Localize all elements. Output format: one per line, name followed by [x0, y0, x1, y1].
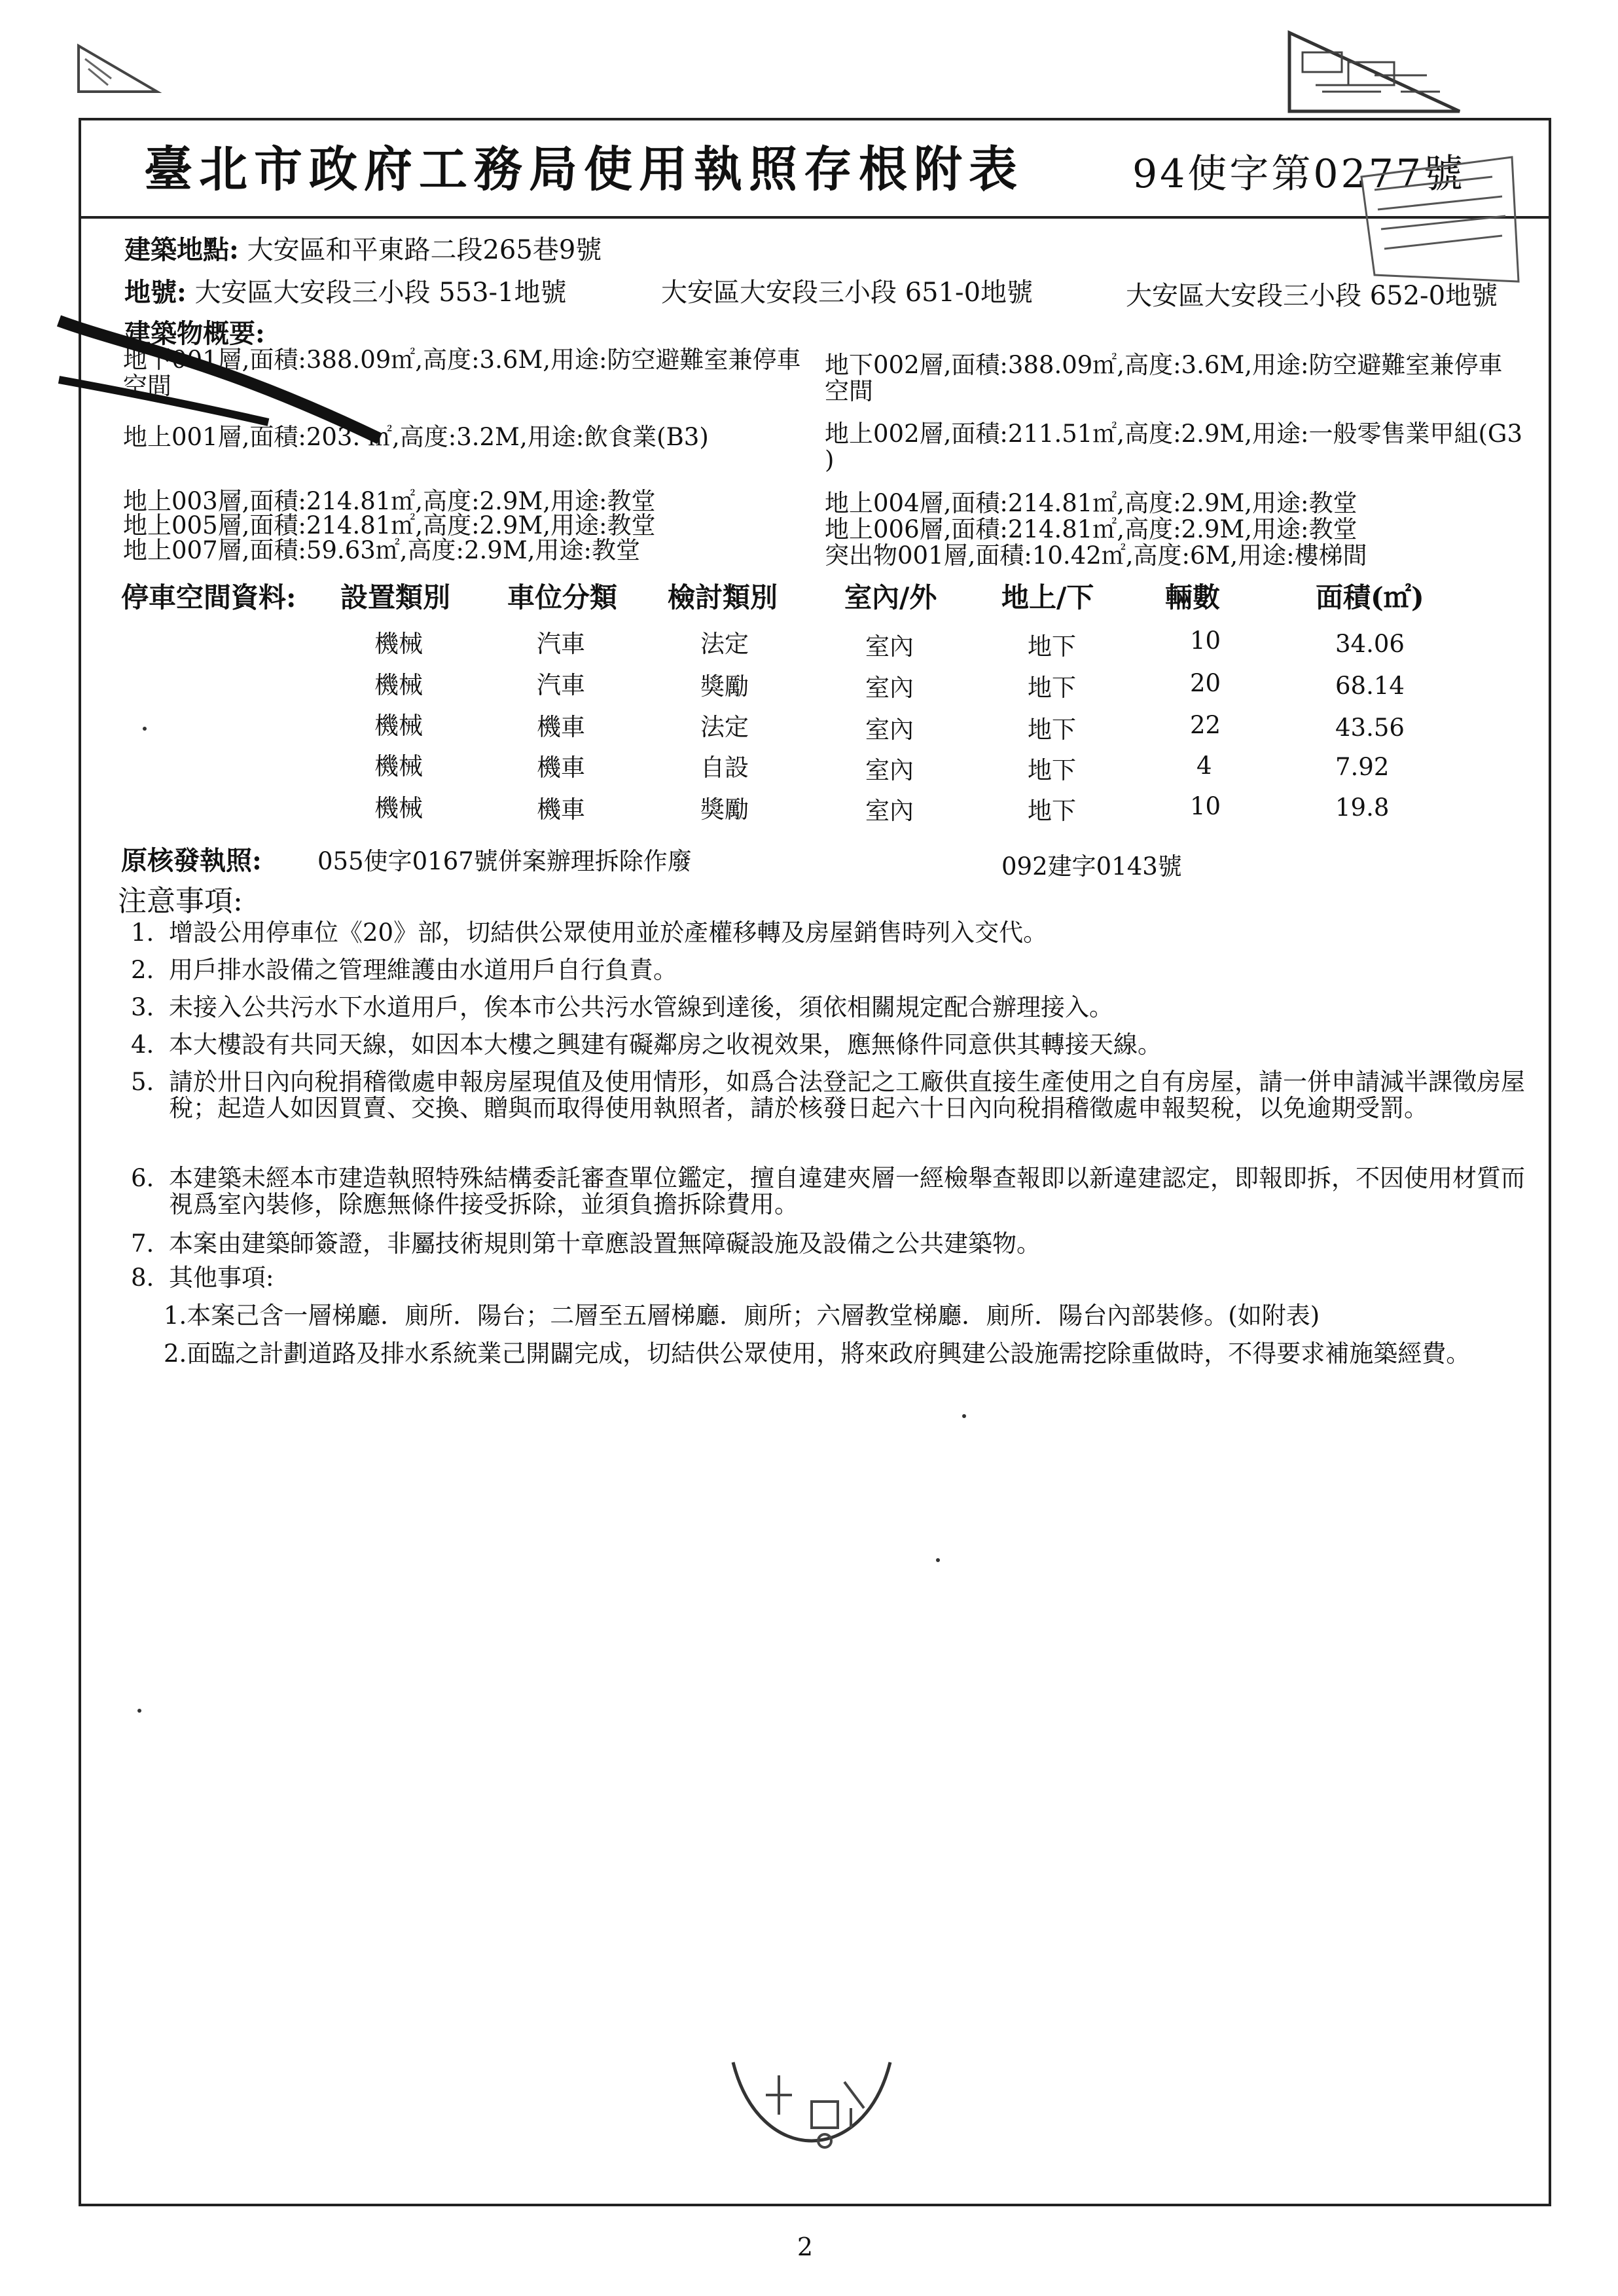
note-item-7: 7. 本案由建築師簽證，非屬技術規則第十章應設置無障礙設施及設備之公共建築物。 [131, 1230, 1041, 1258]
parking-cell: 汽車 [537, 630, 585, 658]
parking-header-review: 檢討類別 [668, 581, 778, 613]
title-divider [79, 216, 1551, 219]
parking-label: 停車空間資料: [121, 581, 297, 613]
parking-cell: 地下 [1028, 716, 1076, 744]
note-item-5: 5. 請於卅日內向稅捐稽徵處申報房屋現值及使用情形，如爲合法登記之工廠供直接生產使用之自有房屋，請一併申請減半課徵房屋稅；起造人如因買賣、交換、贈與而取得使用執照者，請於核發日起六十日內向稅捐稽徵處申報契稅，以免逾期受罰。 [131, 1068, 1525, 1122]
parking-cell: 43.56 [1335, 714, 1405, 742]
note-item-8: 8. 其他事項: [131, 1264, 274, 1292]
parking-cell: 獎勵 [700, 672, 749, 701]
parking-cell: 室內 [865, 797, 914, 825]
parking-header-setup: 設置類別 [340, 581, 451, 613]
parking-cell: 機械 [374, 671, 423, 699]
lot-value-1: 大安區大安段三小段 553-1地號 [194, 278, 567, 308]
parking-cell: 機車 [537, 713, 585, 741]
parking-cell: 地下 [1028, 674, 1076, 702]
parking-header-level: 地上/下 [1001, 581, 1094, 613]
scan-speck [143, 727, 147, 731]
note-sub-item-1: 1.本案己含一層梯廳．廁所．陽台；二層至五層梯廳．廁所；六層教堂梯廳．廁所．陽台內部裝修。(如附表) [164, 1302, 1320, 1330]
page-number: 2 [797, 2232, 814, 2261]
parking-header-indoor: 室內/外 [844, 581, 937, 613]
notes-label: 注意事項: [118, 884, 243, 918]
parking-cell: 10 [1190, 627, 1221, 655]
note-item-4: 4. 本大樓設有共同天線，如因本大樓之興建有礙鄰房之收視效果，應無條件同意供其轉接天線。 [131, 1030, 1162, 1059]
note-item-1: 1. 增設公用停車位《20》部，切結供公眾使用並於產權移轉及房屋銷售時列入交代。 [131, 919, 1048, 947]
lot-value-3: 大安區大安段三小段 652-0地號 [1126, 281, 1498, 311]
location-label: 建築地點: [124, 234, 239, 265]
parking-cell: 4 [1196, 752, 1212, 780]
scan-speck [137, 1709, 141, 1713]
lot-label: 地號: [124, 277, 187, 308]
parking-cell: 機械 [374, 752, 423, 780]
parking-cell: 獎勵 [700, 795, 749, 824]
note-item-6: 6. 本建築未經本市建造執照特殊結構委託審查單位鑑定，擅自違建夾層一經檢舉查報即以新違建認定，即報即拆，不因使用材質而視爲室內裝修，除應無條件接受拆除，並須負擔拆除費用。 [131, 1164, 1525, 1218]
original-permit-value-1: 055使字0167號併案辦理拆除作廢 [317, 847, 692, 875]
note-sub-item-2: 2.面臨之計劃道路及排水系統業己開闢完成，切結供公眾使用，將來政府興建公設施需挖除重做時，不得要求補施築經費。 [164, 1339, 1471, 1368]
parking-cell: 自設 [700, 754, 749, 782]
location-value: 大安區和平東路二段265巷9號 [247, 235, 602, 265]
top-seal-icon [1276, 26, 1473, 118]
floor-b2: 地下002層,面積:388.09㎡,高度:3.6M,用途:防空避難室兼停車 空間 [825, 351, 1503, 405]
parking-cell: 法定 [700, 630, 749, 658]
floor-2f: 地上002層,面積:211.51㎡,高度:2.9M,用途:一般零售業甲組(G3 ) [825, 420, 1523, 474]
parking-header-type: 車位分類 [507, 581, 618, 613]
original-permit-value-2: 092建字0143號 [1001, 852, 1182, 881]
parking-cell: 機車 [537, 795, 585, 824]
floor-3f: 地上003層,面積:214.81㎡,高度:2.9M,用途:教堂 [123, 487, 656, 515]
overview-label: 建築物概要: [124, 318, 265, 349]
parking-cell: 20 [1190, 669, 1221, 697]
parking-cell: 地下 [1028, 797, 1076, 825]
parking-cell: 機車 [537, 754, 585, 782]
pen-stroke-icon [52, 308, 393, 458]
floor-5f: 地上005層,面積:214.81㎡,高度:2.9M,用途:教堂 [123, 511, 656, 539]
lot-row [124, 272, 567, 309]
corner-mark-icon [72, 39, 164, 98]
parking-cell: 地下 [1028, 632, 1076, 661]
parking-cell: 7.92 [1335, 753, 1390, 781]
parking-cell: 室內 [865, 716, 914, 744]
floor-rooftop: 突出物001層,面積:10.42㎡,高度:6M,用途:樓梯間 [825, 541, 1367, 570]
title-corner-seal-icon [1348, 151, 1532, 288]
floor-4f: 地上004層,面積:214.81㎡,高度:2.9M,用途:教堂 [825, 489, 1357, 517]
location-row [124, 229, 602, 266]
floor-6f: 地上006層,面積:214.81㎡,高度:2.9M,用途:教堂 [825, 515, 1357, 543]
parking-cell: 汽車 [537, 671, 585, 699]
floor-7f: 地上007層,面積:59.63㎡,高度:2.9M,用途:教堂 [123, 536, 640, 564]
floor-1f: 地上001層,面積:203. ㎡,高度:3.2M,用途:飲食業(B3) [123, 423, 709, 451]
parking-cell: 19.8 [1335, 793, 1390, 822]
original-permit-label: 原核發執照: [121, 845, 262, 876]
note-item-2: 2. 用戶排水設備之管理維護由水道用戶自行負責。 [131, 956, 677, 984]
parking-cell: 68.14 [1335, 672, 1405, 700]
document-title: 臺北市政府工務局使用執照存根附表 [144, 141, 1024, 198]
bottom-seal-icon [720, 2036, 903, 2167]
parking-cell: 34.06 [1335, 630, 1405, 658]
parking-cell: 地下 [1028, 756, 1076, 784]
lot-value-2: 大安區大安段三小段 651-0地號 [661, 278, 1034, 308]
floor-b1: 地下001層,面積:388.09㎡,高度:3.6M,用途:防空避難室兼停車 空間 [123, 346, 801, 400]
parking-cell: 室內 [865, 674, 914, 702]
parking-cell: 法定 [700, 713, 749, 741]
parking-cell: 機械 [374, 794, 423, 822]
scan-speck [936, 1558, 940, 1562]
parking-cell: 室內 [865, 756, 914, 784]
scan-speck [962, 1414, 966, 1418]
parking-cell: 10 [1190, 792, 1221, 820]
parking-cell: 22 [1190, 711, 1221, 739]
parking-cell: 室內 [865, 632, 914, 661]
parking-cell: 機械 [374, 712, 423, 740]
parking-header-area: 面積(㎡) [1316, 581, 1424, 613]
permit-number: 94使字第0277號 [1132, 151, 1466, 197]
note-item-3: 3. 未接入公共污水下水道用戶，俟本市公共污水管線到達後，須依相關規定配合辦理接入。 [131, 993, 1113, 1021]
parking-header-count: 輛數 [1165, 581, 1221, 613]
parking-cell: 機械 [374, 630, 423, 658]
